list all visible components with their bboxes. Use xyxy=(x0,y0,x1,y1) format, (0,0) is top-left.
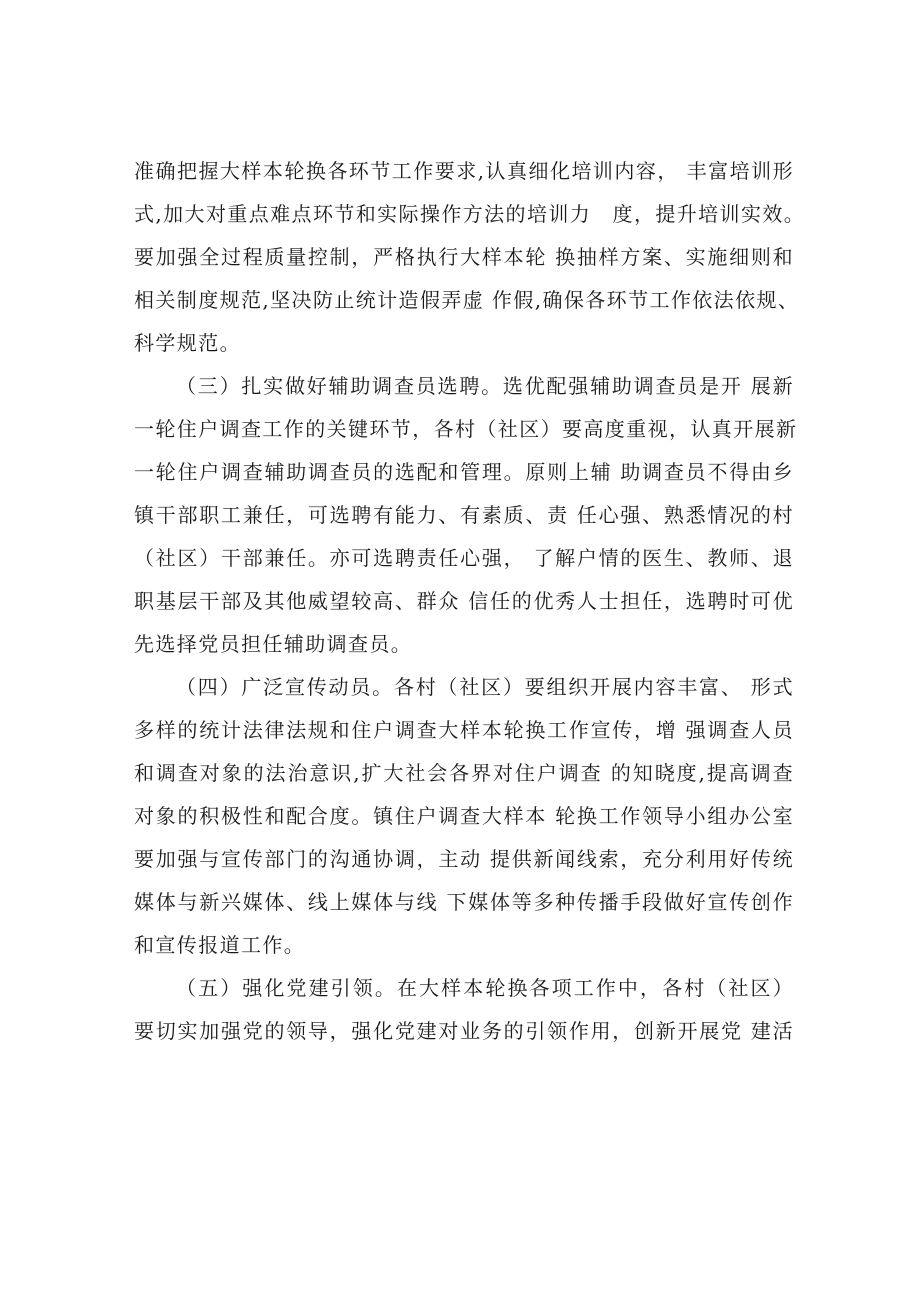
text-line: 相关制度规范,坚决防止统计造假弄虚 作假,确保各环节工作依法依规、 xyxy=(134,288,800,312)
text-line: （社区）干部兼任。亦可选聘责任心强， 了解户情的医生、教师、退 xyxy=(134,546,794,570)
paragraph-section-5 xyxy=(134,967,794,1053)
text-line: 和宣传报道工作。 xyxy=(134,933,306,957)
text-line: 要切实加强党的领导，强化党建对业务的引领作用，创新开展党 建活 xyxy=(134,1019,794,1043)
section-heading-line: （四）广泛宣传动员。各村（社区）要组织开展内容丰富、 形式 xyxy=(176,675,794,699)
text-line: 要加强全过程质量控制，严格执行大样本轮 换抽样方案、实施细则和 xyxy=(134,245,794,269)
document-body xyxy=(134,150,806,1053)
text-line: 职基层干部及其他威望较高、群众 信任的优秀人士担任，选聘时可优 xyxy=(134,589,794,613)
text-line: 和调查对象的法治意识,扩大社会各界对住户调查 的知晓度,提高调查 xyxy=(134,761,794,785)
text-line: 要加强与宣传部门的沟通协调，主动 提供新闻线索，充分利用好传统 xyxy=(134,847,794,871)
text-line: 镇干部职工兼任，可选聘有能力、有素质、责 任心强、熟悉情况的村 xyxy=(134,503,794,527)
text-line: 先选择党员担任辅助调查员。 xyxy=(134,632,413,656)
paragraph-training-quality xyxy=(134,150,806,365)
text-line: 一轮住户调查辅助调查员的选配和管理。原则上辅 助调查员不得由乡 xyxy=(134,460,794,484)
text-line: 对象的积极性和配合度。镇住户调查大样本 轮换工作领导小组办公室 xyxy=(134,804,794,828)
paragraph-section-3 xyxy=(134,365,798,666)
section-heading-line: （三）扎实做好辅助调查员选聘。选优配强辅助调查员是开 展新 xyxy=(176,374,794,398)
text-line: 准确把握大样本轮换各环节工作要求,认真细化培训内容， 丰富培训形 xyxy=(134,159,794,183)
text-line: 式,加大对重点难点环节和实际操作方法的培训力 度，提升培训实效。 xyxy=(134,202,806,226)
paragraph-section-4 xyxy=(134,666,794,967)
section-heading-line: （五）强化党建引领。在大样本轮换各项工作中，各村（社区） xyxy=(176,976,794,1000)
text-line: 媒体与新兴媒体、线上媒体与线 下媒体等多种传播手段做好宣传创作 xyxy=(134,890,794,914)
text-line: 多样的统计法律法规和住户调查大样本轮换工作宣传，增 强调查人员 xyxy=(134,718,794,742)
text-line: 一轮住户调查工作的关键环节，各村（社区）要高度重视，认真开展新 xyxy=(134,417,798,441)
text-line: 科学规范。 xyxy=(134,331,241,355)
